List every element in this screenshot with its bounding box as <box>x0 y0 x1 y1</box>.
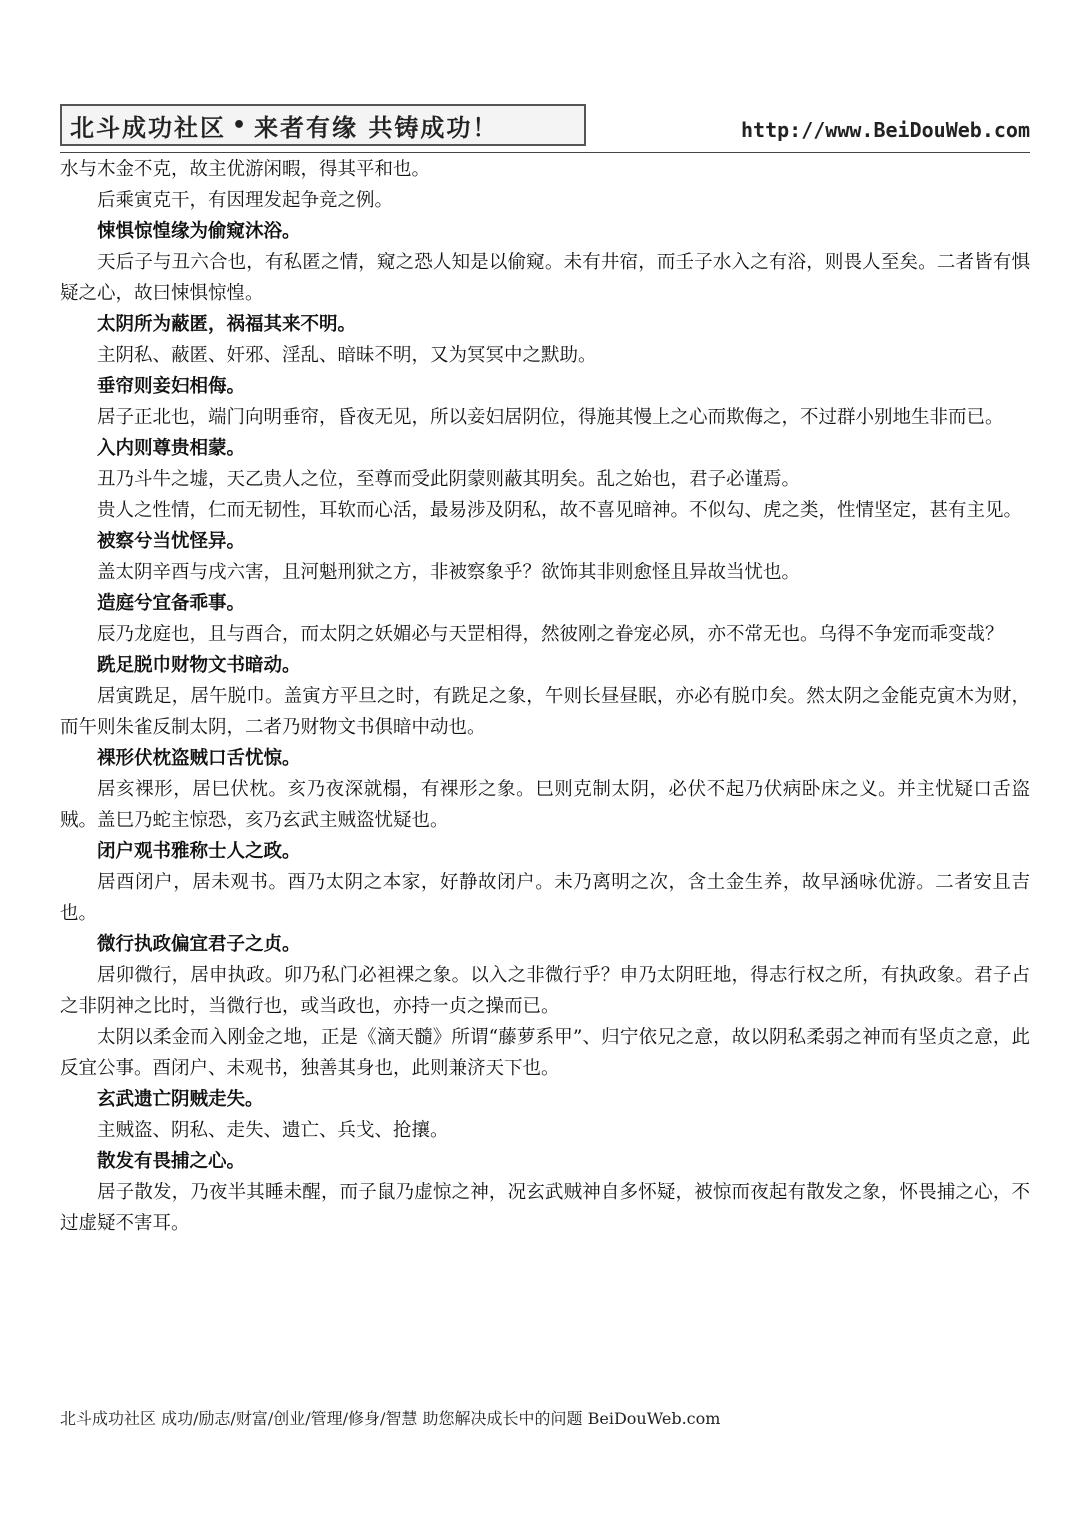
body-paragraph: 贵人之性情，仁而无韧性，耳软而心活，最易涉及阴私，故不喜见暗神。不似勾、虎之类，性情坚定，甚有主见。 <box>97 500 1023 521</box>
section-heading: 散发有畏捕之心。 <box>97 1151 246 1172</box>
section-heading: 跣足脱巾财物文书暗动。 <box>97 655 301 676</box>
banner-separator: • <box>232 112 249 138</box>
site-url[interactable]: http://www.BeiDouWeb.com <box>741 118 1030 142</box>
body-paragraph: 盖太阴辛酉与戌六害，且河魁刑狱之方，非被察象乎？欲饰其非则愈怪且异故当忧也。 <box>97 562 801 583</box>
body-paragraph: 居亥裸形，居巳伏枕。亥乃夜深就榻，有裸形之象。巳则克制太阴，必伏不起乃伏病卧床之义。并主忧疑口舌盗贼。盖巳乃蛇主惊恐，亥乃玄武主贼盗忧疑也。 <box>60 779 1030 831</box>
banner-slogan: 来者有缘 共铸成功！ <box>254 113 499 142</box>
section-heading: 造庭兮宜备乖事。 <box>97 593 246 614</box>
body-paragraph: 后乘寅克干，有因理发起争竞之例。 <box>97 190 394 211</box>
section-heading: 太阴所为蔽匿，祸福其来不明。 <box>97 314 357 335</box>
section-heading: 悚惧惊惶缘为偷窥沐浴。 <box>97 221 301 242</box>
banner-site-name: 北斗成功社区 <box>70 113 226 142</box>
section-heading: 垂帘则妾妇相侮。 <box>97 376 246 397</box>
body-paragraph: 居卯微行，居申执政。卯乃私门必袒裸之象。以入之非微行乎？申乃太阴旺地，得志行权之所，有执政象。君子占之非阴神之比时，当微行也，或当政也，亦持一贞之操而已。 <box>60 965 1030 1017</box>
document-body <box>60 154 1030 1239</box>
section-heading: 闭户观书雅称士人之政。 <box>97 841 301 862</box>
body-paragraph: 居寅跣足，居午脱巾。盖寅方平旦之时，有跣足之象，午则长昼昼眠，亦必有脱巾矣。然太阴之金能克寅木为财，而午则朱雀反制太阴，二者乃财物文书俱暗中动也。 <box>60 686 1030 738</box>
body-paragraph: 居酉闭户，居未观书。酉乃太阴之本家，好静故闭户。未乃离明之次，含土金生养，故早涵咏优游。二者安且吉也。 <box>60 872 1030 924</box>
body-paragraph: 主阴私、蔽匿、奸邪、淫乱、暗昧不明，又为冥冥中之默助。 <box>97 345 597 366</box>
header-divider <box>60 152 1030 153</box>
section-heading: 被察兮当忧怪异。 <box>97 531 246 552</box>
body-paragraph: 水与木金不克，故主优游闲暇，得其平和也。 <box>60 159 431 180</box>
body-paragraph: 太阴以柔金而入刚金之地，正是《滴天髓》所谓“藤萝系甲”、归宁依兄之意，故以阴私柔弱之神而有坚贞之意，此反宜公事。酉闭户、未观书，独善其身也，此则兼济天下也。 <box>60 1027 1030 1079</box>
body-paragraph: 居子正北也，端门向明垂帘，昏夜无见，所以妾妇居阴位，得施其慢上之心而欺侮之，不过群小别地生非而已。 <box>97 407 1004 428</box>
section-heading: 裸形伏枕盗贼口舌忧惊。 <box>97 748 301 769</box>
body-paragraph: 主贼盗、阴私、走失、遗亡、兵戈、抢攘。 <box>97 1120 449 1141</box>
section-heading: 玄武遗亡阴贼走失。 <box>97 1089 264 1110</box>
site-banner <box>60 104 586 146</box>
page-footer: 北斗成功社区 成功/励志/财富/创业/管理/修身/智慧 助您解决成长中的问题 BeiDouWeb.com <box>60 1409 721 1428</box>
section-heading: 微行执政偏宜君子之贞。 <box>97 934 301 955</box>
section-heading: 入内则尊贵相蒙。 <box>97 438 246 459</box>
body-paragraph: 居子散发，乃夜半其睡未醒，而子鼠乃虚惊之神，况玄武贼神自多怀疑，被惊而夜起有散发之象，怀畏捕之心，不过虚疑不害耳。 <box>60 1182 1030 1234</box>
body-paragraph: 丑乃斗牛之墟，天乙贵人之位，至尊而受此阴蒙则蔽其明矣。乱之始也，君子必谨焉。 <box>97 469 801 490</box>
body-paragraph: 天后子与丑六合也，有私匿之情，窥之恐人知是以偷窥。未有井宿，而壬子水入之有浴，则畏人至矣。二者皆有惧疑之心，故曰悚惧惊惶。 <box>60 252 1030 304</box>
body-paragraph: 辰乃龙庭也，且与酉合，而太阴之妖媚必与天罡相得，然彼刚之眷宠必夙，亦不常无也。乌得不争宠而乖变哉？ <box>97 624 1004 645</box>
page-header <box>60 104 1030 152</box>
